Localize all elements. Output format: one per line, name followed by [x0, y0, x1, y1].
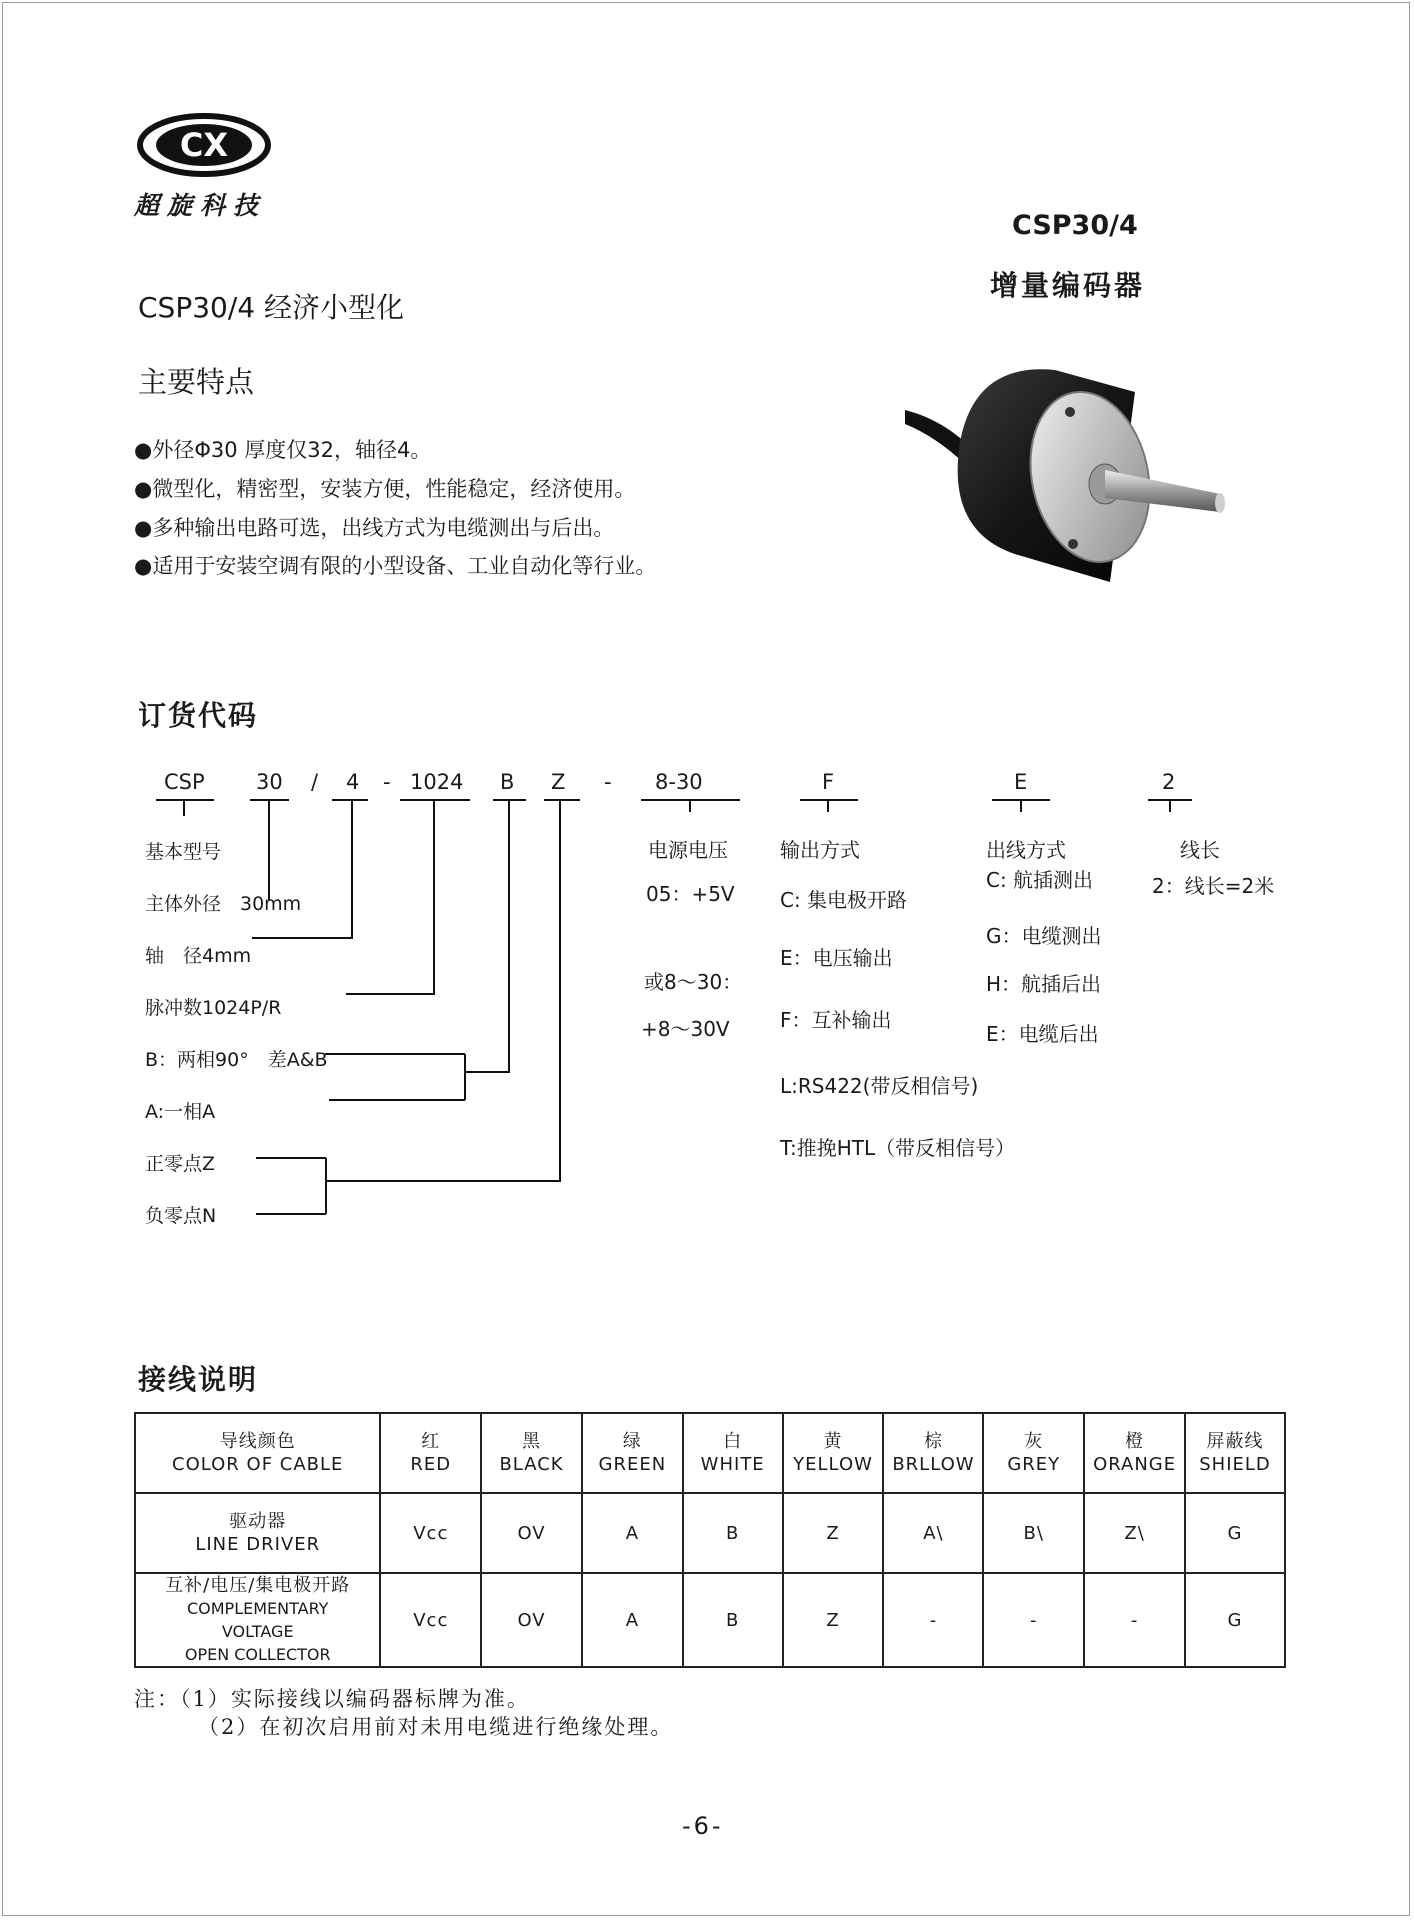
- table-cell: -: [983, 1573, 1084, 1667]
- table-cell: OV: [481, 1493, 582, 1573]
- table-cell: A: [582, 1573, 683, 1667]
- label-body-diameter: 主体外径 30mm: [145, 893, 302, 915]
- code-segment: 2: [1162, 770, 1176, 794]
- header-cell: 棕 BRLLOW: [883, 1413, 983, 1493]
- header-cell: 导线颜色 COLOR OF CABLE: [135, 1413, 380, 1493]
- table-cell: Z: [783, 1573, 884, 1667]
- code-segment: 8-30: [655, 770, 703, 794]
- code-segment: 1024: [410, 770, 464, 794]
- code-segment: /: [311, 770, 319, 794]
- code-segment: -: [383, 770, 391, 794]
- table-cell: G: [1185, 1493, 1285, 1573]
- outlet-option: G：电缆测出: [986, 924, 1102, 948]
- wiring-title: 接线说明: [138, 1363, 259, 1396]
- code-segment: E: [1014, 770, 1028, 794]
- label-base-model: 基本型号: [145, 841, 222, 863]
- row-label: 驱动器 LINE DRIVER: [135, 1493, 380, 1573]
- header-cell: 黄 YELLOW: [783, 1413, 884, 1493]
- table-row: [135, 1573, 1285, 1667]
- feature-item: ●多种输出电路可选，出线方式为电缆测出与后出。: [134, 516, 615, 540]
- logo-mark: CX: [179, 126, 229, 164]
- output-option: F：互补输出: [780, 1008, 892, 1032]
- product-type: 增量编码器: [990, 269, 1146, 302]
- code-segment: F: [822, 770, 835, 794]
- length-title: 线长: [1180, 838, 1220, 862]
- header-cell: 灰 GREY: [983, 1413, 1084, 1493]
- code-segment: B: [500, 770, 515, 794]
- header-cell: 绿 GREEN: [582, 1413, 683, 1493]
- page-number: -6-: [682, 1812, 724, 1840]
- output-option: E：电压输出: [780, 946, 893, 970]
- feature-item: ●外径Φ30 厚度仅32，轴径4。: [134, 438, 432, 462]
- table-cell: B\: [983, 1493, 1084, 1573]
- order-code-title: 订货代码: [138, 699, 259, 732]
- logo-subtitle: 超旋科技: [134, 191, 267, 220]
- table-cell: B: [683, 1493, 783, 1573]
- label-shaft-diameter: 轴 径4mm: [145, 945, 252, 967]
- header-cell: 黑 BLACK: [481, 1413, 582, 1493]
- table-cell: Vcc: [380, 1573, 481, 1667]
- table-cell: A\: [883, 1493, 983, 1573]
- header-cell: 屏蔽线 SHIELD: [1185, 1413, 1285, 1493]
- output-option: T:推挽HTL（带反相信号）: [780, 1136, 1016, 1160]
- code-segment: -: [604, 770, 612, 794]
- note-line: 注：（1）实际接线以编码器标牌为准。: [134, 1687, 530, 1711]
- output-option: C: 集电极开路: [780, 888, 908, 912]
- table-cell: -: [1084, 1573, 1185, 1667]
- note-line: （2）在初次启用前对未用电缆进行绝缘处理。: [198, 1715, 674, 1739]
- outlet-option: H：航插后出: [986, 972, 1102, 996]
- outlet-title: 出线方式: [986, 838, 1066, 862]
- row-label: 互补/电压/集电极开路 COMPLEMENTARY VOLTAGE OPEN COLLECTOR: [135, 1573, 380, 1667]
- header-cell: 橙 ORANGE: [1084, 1413, 1185, 1493]
- table-cell: OV: [481, 1573, 582, 1667]
- code-segment: Z: [551, 770, 566, 794]
- code-segment: CSP: [164, 770, 205, 794]
- power-option: 或8～30：: [644, 970, 743, 994]
- code-segment: 30: [256, 770, 283, 794]
- product-model: CSP30/4: [1012, 210, 1138, 241]
- label-pulses: 脉冲数1024P/R: [145, 997, 282, 1019]
- header-cell: 白 WHITE: [683, 1413, 783, 1493]
- table-cell: G: [1185, 1573, 1285, 1667]
- table-cell: Z: [783, 1493, 884, 1573]
- feature-item: ●微型化，精密型，安装方便，性能稳定，经济使用。: [134, 477, 636, 501]
- feature-item: ●适用于安装空调有限的小型设备、工业自动化等行业。: [134, 554, 657, 578]
- outlet-option: C: 航插测出: [986, 868, 1094, 892]
- table-cell: B: [683, 1573, 783, 1667]
- header-cell: 红 RED: [380, 1413, 481, 1493]
- label-zero-positive: 正零点Z: [145, 1153, 216, 1175]
- wiring-table: [134, 1412, 1286, 1668]
- features-title: 主要特点: [138, 365, 255, 399]
- table-header-row: [135, 1413, 1285, 1493]
- label-phase-b: B：两相90° 差A&B: [145, 1049, 328, 1071]
- table-row: [135, 1493, 1285, 1573]
- power-option: 05：+5V: [646, 882, 735, 906]
- label-phase-a: A:一相A: [145, 1101, 216, 1123]
- output-option: L:RS422(带反相信号): [780, 1074, 979, 1098]
- table-cell: -: [883, 1573, 983, 1667]
- table-cell: Vcc: [380, 1493, 481, 1573]
- length-option: 2：线长=2米: [1152, 874, 1275, 898]
- output-title: 输出方式: [780, 838, 860, 862]
- power-option: +8～30V: [641, 1017, 730, 1041]
- table-cell: A: [582, 1493, 683, 1573]
- table-cell: Z\: [1084, 1493, 1185, 1573]
- label-zero-negative: 负零点N: [145, 1205, 217, 1227]
- page-heading: CSP30/4 经济小型化: [138, 291, 404, 324]
- code-segment: 4: [346, 770, 360, 794]
- outlet-option: E：电缆后出: [986, 1022, 1099, 1046]
- power-title: 电源电压: [648, 838, 728, 862]
